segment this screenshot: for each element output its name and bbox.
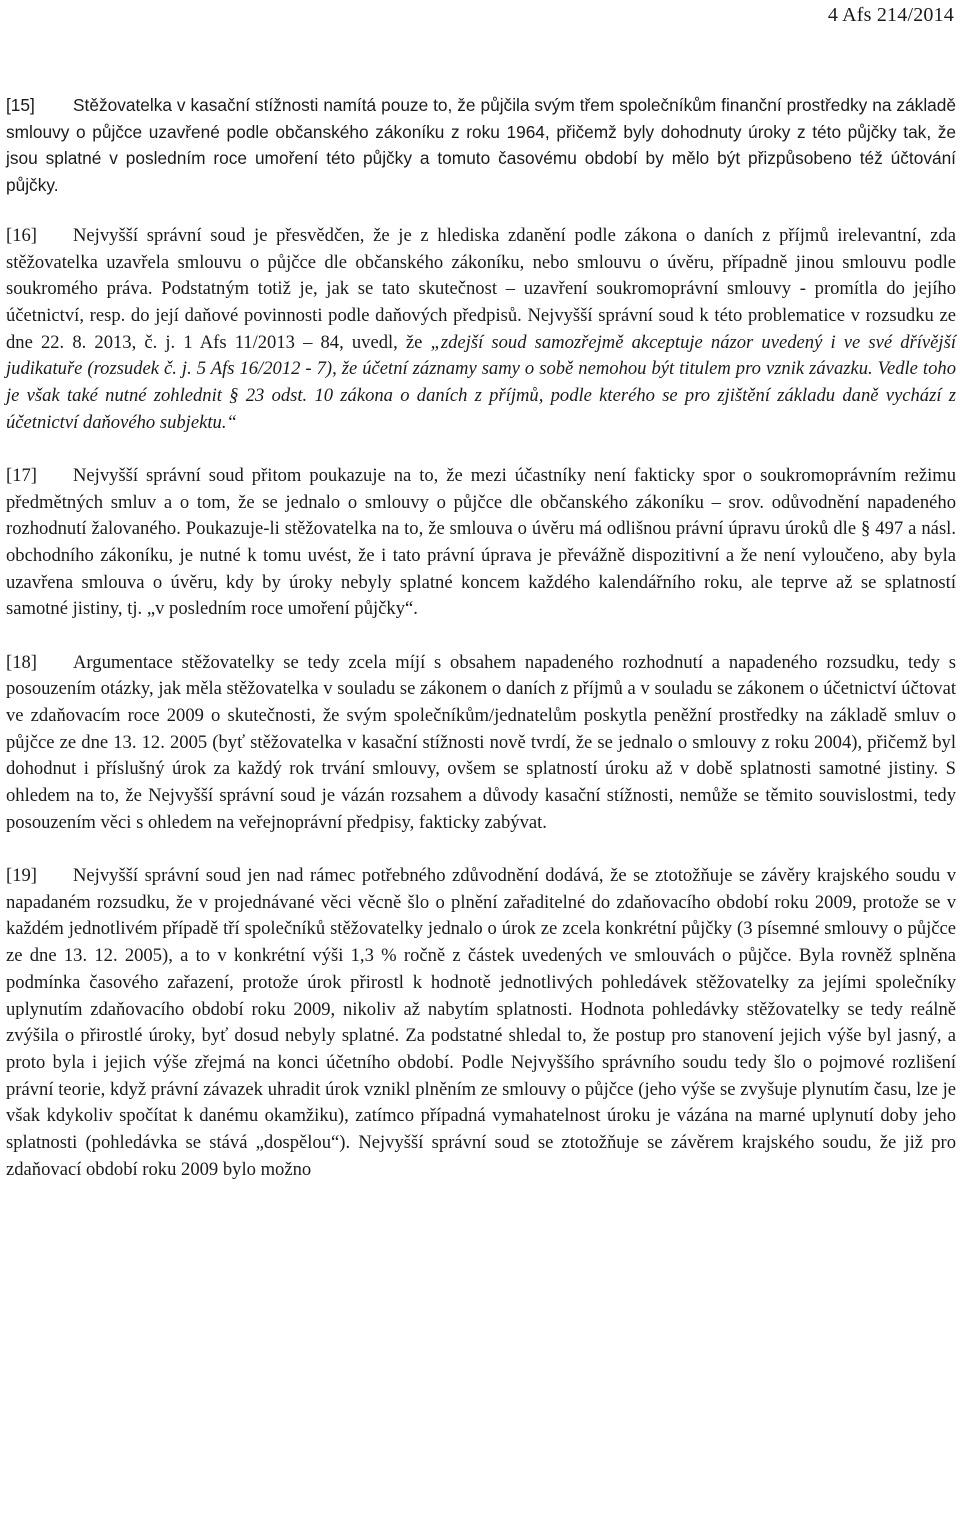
paragraph-text: Nejvyšší správní soud je přesvědčen, že je z hlediska zdanění podle zákona o daních z příjmů irelevantní, zda stěžovatelka uzavřela smlouvu o půjčce dle občanského zákoníku, nebo smlouvu o úvěru, případně jinou smlouvu podle soukromého práva. Podstatným totiž je, jak se tato skutečnost – uzavření soukromoprávní smlouvy - promítla do jejího účetnictví, resp. do její daňové povinnosti podle daňových předpisů. Nejvyšší správní soud k této problematice v rozsudku ze dne 22. 8. 2013, č. j. 1 Afs 11/2013 – 84, uvedl, že	[6, 224, 956, 353]
paragraph-number: [19]	[6, 865, 37, 887]
paragraph-19	[6, 863, 956, 1183]
paragraph-number: [16]	[6, 224, 37, 246]
paragraph-text: Nejvyšší správní soud přitom poukazuje na to, že mezi účastníky není fakticky spor o soukromoprávním režimu předmětných smluv a o tom, že se jednalo o smlouvy o půjčce dle občanského zákoníku – srov. odůvodnění napadeného rozhodnutí žalovaného. Poukazuje-li stěžovatelka na to, že smlouva o úvěru má odlišnou právní úpravu úroků dle § 497 a násl. obchodního zákoníku, je nutné k tomu uvést, že i tato právní úprava je převážně dispozitivní a že není vyloučeno, aby byla uzavřena smlouva o úvěru, kdy by úroky nebyly splatné koncem každého kalendářního roku, ale teprve až se splatností samotné jistiny, tj. „v posledním roce umoření půjčky“.	[6, 464, 956, 620]
paragraph-number: [15]	[6, 95, 35, 115]
paragraph-number: [18]	[6, 651, 37, 673]
paragraph-17	[6, 463, 956, 623]
paragraph-16	[6, 223, 956, 437]
paragraph-number: [17]	[6, 464, 37, 486]
paragraph-text: Stěžovatelka v kasační stížnosti namítá pouze to, že půjčila svým třem společníkům finanční prostředky na základě smlouvy o půjčce uzavřené podle občanského zákoníku z roku 1964, přičemž byly dohodnuty úroky z této půjčky tak, že jsou splatné v posledním roce umoření této půjčky a tomuto časovému období by mělo být přizpůsobeno též účtování půjčky.	[6, 95, 956, 196]
paragraph-18	[6, 650, 956, 837]
document-body	[6, 92, 956, 1210]
quoted-judgment-text: „zdejší soud samozřejmě akceptuje názor uvedený i ve své dřívější judikatuře (rozsudek č. j. 5 Afs 16/2012 - 7), že účetní záznamy samy o sobě nemohou být titulem pro vznik závazku. Vedle toho je však také nutné zohlednit § 23 odst. 10 zákona o daních z příjmů, podle kterého se pro zjištění základu daně vychází z účetnictví daňového subjektu.“	[6, 331, 956, 433]
paragraph-text: Argumentace stěžovatelky se tedy zcela míjí s obsahem napadeného rozhodnutí a napadeného rozsudku, tedy s posouzením otázky, jak měla stěžovatelka v souladu se zákonem o daních z příjmů a v souladu se zákonem o účetnictví účtovat ve zdaňovacím roce 2009 o skutečnosti, že svým společníkům/jednatelům poskytla peněžní prostředky na základě smluv o půjčce ze dne 13. 12. 2005 (byť stěžovatelka v kasační stížnosti nově tvrdí, že se jednalo o smlouvy z roku 2004), přičemž byl dohodnut i příslušný úrok za každý rok trvání smlouvy, ovšem se splatností úroku až v době splatnosti samotné jistiny. S ohledem na to, že Nejvyšší správní soud je vázán rozsahem a důvody kasační stížnosti, nemůže se těmito souvislostmi, tedy posouzením věci s ohledem na veřejnoprávní předpisy, fakticky zabývat.	[6, 651, 956, 833]
paragraph-15	[6, 92, 956, 199]
case-number-header: 4 Afs 214/2014	[827, 4, 954, 26]
paragraph-text: Nejvyšší správní soud jen nad rámec potřebného zdůvodnění dodává, že se ztotožňuje se závěry krajského soudu v napadaném rozsudku, že v projednávané věci věcně šlo o plnění zařaditelné do zdaňovacího období roku 2009, protože se v každém jednotlivém případě tří společníků stěžovatelky jednalo o úrok ze zcela konkrétní půjčky (3 písemné smlouvy o půjčce ze dne 13. 12. 2005), a to v konkrétní výši 1,3 % ročně z částek uvedených ve smlouvách o půjčce. Byla rovněž splněna podmínka časového zařazení, protože úrok přirostl k hodnotě jednotlivých pohledávek stěžovatelky za jejími společníky uplynutím zdaňovacího období roku 2009, nikoliv až nabytím splatnosti. Hodnota pohledávky stěžovatelky se tedy reálně zvýšila o přirostlé úroky, byť dosud nebyly splatné. Za podstatné shledal to, že postup pro stanovení jejich výše byl jasný, a proto byla i jejich výše zřejmá na konci účetního období. Podle Nejvyššího správního soudu tedy šlo o pojmové rozlišení právní teorie, když právní závazek uhradit úrok vznikl plněním ze smlouvy o půjčce (jeho výše se zvyšuje plynutím času, lze je však kdykoliv spočítat k danému okamžiku), zatímco případná vymahatelnost úroku je vázána na marné uplynutí doby jeho splatnosti (pohledávka se stává „dospělou“). Nejvyšší správní soud se ztotožňuje se závěrem krajského soudu, že již pro zdaňovací období roku 2009 bylo možno	[6, 865, 956, 1180]
